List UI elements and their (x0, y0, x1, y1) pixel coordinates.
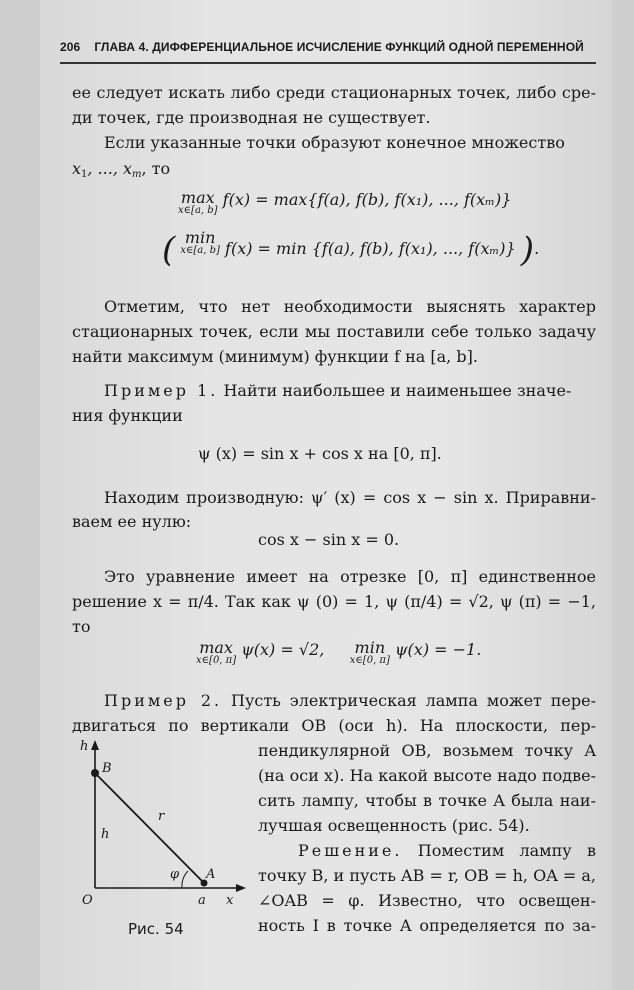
formula-min: ( min x∈[a, b] f(x) = min {f(a), f(b), f(x₁), ..., f(xₘ)} ). (162, 228, 540, 270)
text-line: двигаться по вертикали OB (оси h). На плоскости, пер- (72, 716, 596, 735)
text-line: ния функции (72, 406, 183, 425)
text-line: найти максимум (минимум) функции f на [a, b]. (72, 347, 478, 366)
text-line: пендикулярной OB, возьмем точку A (258, 741, 596, 760)
text-line: лучшая освещенность (рис. 54). (258, 816, 530, 835)
solution-line: Решение. Поместим лампу в (298, 841, 596, 860)
example-label: Пример 2. (104, 691, 223, 710)
label-r: r (158, 809, 165, 824)
text-line: ность I в точке A определяется по за- (258, 916, 596, 935)
formula-max: max x∈[a, b] f(x) = max{f(a), f(b), f(x₁), ..., f(xₘ)} (178, 188, 512, 216)
angle-phi-arc (182, 871, 188, 888)
text-line: ваем ее нулю: (72, 512, 192, 531)
formula-psi: ψ (x) = sin x + cos x на [0, π]. (198, 444, 442, 463)
text-line: сить лампу, чтобы в точке A была наи- (258, 791, 596, 810)
example-label: Пример 1. (104, 381, 219, 400)
lamp-point-b (91, 769, 99, 777)
figure-caption: Рис. 54 (128, 920, 184, 938)
segment-ab (95, 773, 204, 883)
text-line: Если указанные точки образуют конечное множество (104, 133, 565, 152)
text-line: (на оси x). На какой высоте надо подве- (258, 766, 596, 785)
label-o: O (82, 893, 93, 908)
solution-label: Решение. (298, 841, 403, 860)
text-line-set: $x_1$, ..., $x_m$, то (72, 159, 171, 180)
text-line: то (72, 617, 91, 636)
header-rule (60, 62, 596, 64)
label-a-length: a (198, 893, 206, 908)
h-axis-arrow-icon (91, 740, 99, 750)
label-phi: φ (170, 867, 180, 882)
x-axis-arrow-icon (236, 884, 246, 892)
label-b: B (102, 761, 112, 776)
text-line: ∠OAB = φ. Известно, что освещен- (258, 891, 596, 910)
text-line: ее следует искать либо среди стационарных точек, либо сре- (72, 83, 596, 102)
figure-54-diagram (70, 738, 250, 908)
text-line: Это уравнение имеет на отрезке [0, π] единственное (104, 567, 596, 586)
chapter-title: ГЛАВА 4. ДИФФЕРЕНЦИАЛЬНОЕ ИСЧИСЛЕНИЕ ФУНКЦИЙ ОДНОЙ ПЕРЕМЕННОЙ (94, 40, 584, 54)
label-a-point: A (206, 867, 216, 882)
text-line: стационарных точек, если мы поставили себе только задачу (72, 322, 596, 341)
label-x-axis: x (226, 893, 234, 908)
text-line: Находим производную: ψ′ (x) = cos x − sin x. Приравни- (104, 488, 596, 507)
label-h-side: h (101, 827, 110, 842)
text-line: ди точек, где производная не существует. (72, 108, 431, 127)
text-line: решение x = π/4. Так как ψ (0) = 1, ψ (π/4) = √2, ψ (π) = −1, (72, 592, 596, 611)
example-2-line: Пример 2. Пусть электрическая лампа может пере- (104, 691, 596, 710)
text-line: Отметим, что нет необходимости выяснять характер (104, 297, 596, 316)
formula-eq-zero: cos x − sin x = 0. (258, 530, 400, 549)
page-number: 206 (60, 40, 81, 54)
example-1-line: Пример 1. Найти наибольшее и наименьшее значе- (104, 381, 572, 400)
running-header (60, 40, 596, 54)
text-line: точку B, и пусть AB = r, OB = h, OA = a, (258, 866, 596, 885)
label-h-axis: h (80, 739, 89, 754)
formula-result: max x∈[0, π] ψ(x) = √2, min x∈[0, π] ψ(x) = −1. (196, 638, 482, 666)
